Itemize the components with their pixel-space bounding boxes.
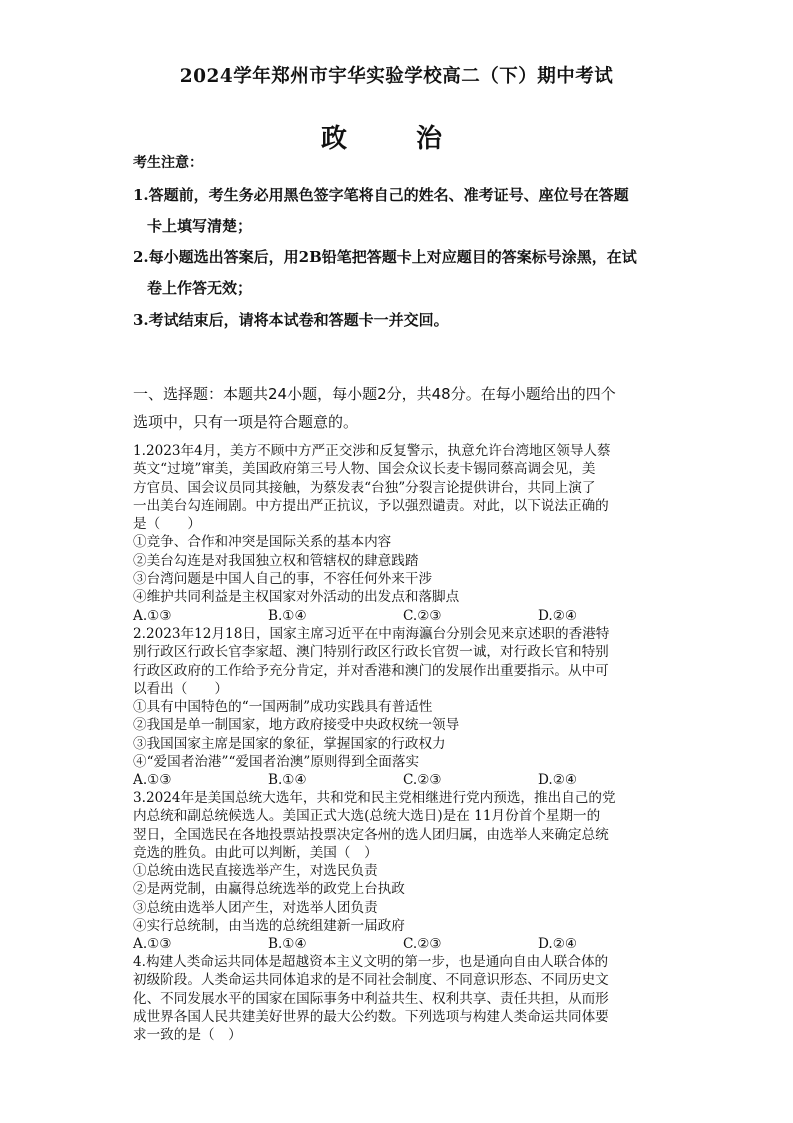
question-stem-line: 3.2024年是美国总统大选年，共和党和民主党相继进行党内预选，推出自己的党 — [133, 790, 616, 806]
question-item: ③台湾问题是中国人自己的事，不容任何外来干涉 — [133, 571, 433, 588]
answer-options — [133, 607, 673, 625]
question-stem-line: 翌日，全国选民在各地投票站投票决定各州的选人团归属，由选举人来确定总统 — [133, 826, 609, 843]
answer-options — [133, 771, 673, 789]
question-4 — [133, 953, 673, 1044]
answer-options — [133, 935, 673, 953]
question-2 — [133, 625, 673, 790]
section-line: 选项中，只有一项是符合题意的。 — [133, 413, 359, 431]
notice-line: 卡上填写清楚； — [147, 217, 253, 235]
question-item: ①具有中国特色的“一国两制”成功实践具有普适性 — [133, 699, 433, 716]
question-item: ②是两党制，由赢得总统选举的政党上台执政 — [133, 881, 405, 898]
question-item: ④维护共同利益是主权国家对外活动的出发点和落脚点 — [133, 589, 460, 606]
question-stem-line: 成世界各国人民共建美好世界的最大公约数。下列选项与构建人类命运共同体要 — [133, 1008, 609, 1025]
option-b: B.①④ — [268, 772, 307, 789]
option-c: C.②③ — [403, 607, 442, 624]
question-item: ②美台勾连是对我国独立权和管辖权的肆意践踏 — [133, 552, 419, 569]
notice-line: 卷上作答无效； — [147, 279, 253, 297]
option-a: A.①③ — [133, 607, 172, 624]
question-item: ②我国是单一制国家，地方政府接受中央政权统一领导 — [133, 717, 460, 734]
notice-line: 3.考试结束后，请将本试卷和答题卡一并交回。 — [133, 311, 449, 329]
question-item: ④“爱国者治港”“爱国者治澳”原则得到全面落实 — [133, 754, 420, 771]
option-c: C.②③ — [403, 772, 442, 789]
question-item: ①总统由选民直接选举产生，对选民负责 — [133, 863, 378, 880]
option-c: C.②③ — [403, 936, 442, 953]
question-stem-line: 内总统和副总统候选人。美国正式大选(总统大选日)是在 11月份首个星期一的 — [133, 808, 601, 825]
option-a: A.①③ — [133, 936, 172, 953]
question-stem-line: 以看出（ ） — [133, 680, 229, 697]
exam-title: 2024学年郑州市宇华实验学校高二（下）期中考试 — [179, 66, 614, 87]
option-b: B.①④ — [268, 607, 307, 624]
question-stem-line: 行政区政府的工作给予充分肯定，并对香港和澳门的发展作出重要指示。从中可 — [133, 662, 609, 679]
question-stem-line: 别行政区行政长官李家超、澳门特别行政区行政长官贺一诚，对行政长官和特别 — [133, 644, 609, 661]
question-item: ①竞争、合作和冲突是国际关系的基本内容 — [133, 534, 392, 551]
question-item: ③我国国家主席是国家的象征，掌握国家的行政权力 — [133, 735, 446, 752]
option-d: D.②④ — [538, 607, 578, 624]
question-stem-line: 方官员、国会议员同其接触，为蔡发表“台独”分裂言论提供讲台，共同上演了 — [133, 479, 596, 496]
question-stem-line: 2.2023年12月18日，国家主席习近平在中南海瀛台分别会见来京述职的香港特 — [133, 626, 610, 642]
section-line: 一、选择题：本题共24小题，每小题2分，共48分。在每小题给出的四个 — [133, 385, 616, 403]
question-3 — [133, 789, 673, 954]
question-stem-line: 4.构建人类命运共同体是超越资本主义文明的第一步，也是通向自由人联合体的 — [133, 954, 609, 970]
question-1 — [133, 442, 673, 625]
question-stem-line: 一出美台勾连闹剧。中方提出严正抗议，予以强烈谴责。对此，以下说法正确的 — [133, 497, 609, 514]
subject-title: 政 治 — [320, 124, 473, 154]
notice-line: 2.每小题选出答案后，用2B铅笔把答题卡上对应题目的答案标号涂黑，在试 — [133, 248, 637, 266]
question-stem-line: 化、不同发展水平的国家在国际事务中利益共生、权利共享、责任共担，从而形 — [133, 990, 609, 1007]
notice-heading: 考生注意： — [133, 155, 203, 171]
question-stem-line: 是（ ） — [133, 516, 201, 533]
question-stem-line: 初级阶段。人类命运共同体追求的是不同社会制度、不同意识形态、不同历史文 — [133, 972, 609, 989]
option-d: D.②④ — [538, 772, 578, 789]
option-a: A.①③ — [133, 772, 172, 789]
question-stem-line: 求一致的是（ ） — [133, 1027, 242, 1044]
notice-line: 1.答题前，考生务必用黑色签字笔将自己的姓名、准考证号、座位号在答题 — [133, 186, 629, 204]
option-b: B.①④ — [268, 936, 307, 953]
question-item: ③总统由选举人团产生，对选举人团负责 — [133, 899, 378, 916]
question-item: ④实行总统制，由当选的总统组建新一届政府 — [133, 918, 405, 935]
section-instructions — [133, 380, 673, 436]
question-stem-line: 英文“过境”窜美，美国政府第三号人物、国会众议长麦卡锡同蔡高调会见，美 — [133, 461, 596, 478]
question-stem-line: 1.2023年4月，美方不顾中方严正交涉和反复警示，执意允许台湾地区领导人蔡 — [133, 443, 611, 459]
question-stem-line: 竞选的胜负。由此可以判断，美国（ ） — [133, 844, 378, 861]
option-d: D.②④ — [538, 936, 578, 953]
